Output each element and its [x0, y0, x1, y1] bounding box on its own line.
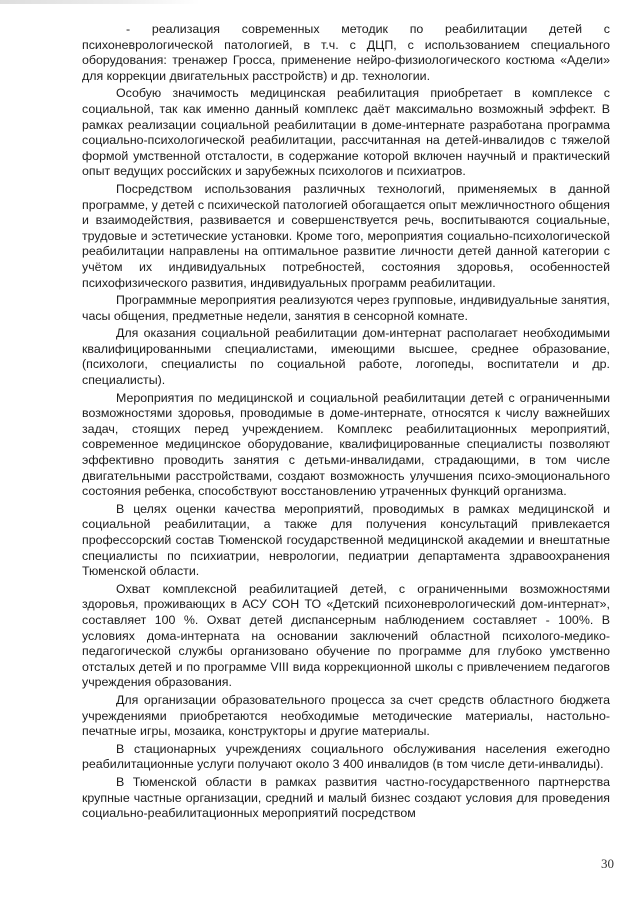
paragraph-quality-assessment: В целях оценки качества мероприятий, проводимых в рамках медицинской и социальной реабилитации, а также для получения консультаций привлекается профессорский состав Тюменской государственной медицинской академии и внештатные специалисты по психиатрии, неврологии, педиатрии департамента здравоохранения Тюменской области. — [82, 501, 610, 579]
paragraph-bullet-methods: - реализация современных методик по реабилитации детей с психоневрологической патологией, в т.ч. с ДЦП, с использованием специального оборудования: тренажер Гросса, применение нейро-физиологического костюма «Адели» для коррекции двигательных расстройств) и др. технологии. — [82, 22, 610, 83]
page-number: 30 — [601, 856, 614, 871]
paragraph-stationary-services: В стационарных учреждениях социального обслуживания населения ежегодно реабилитационные услуги получают около 3 400 инвалидов (в том числе дети-инвалиды). — [82, 741, 610, 772]
paragraph-technologies: Посредством использования различных технологий, применяемых в данной программе, у детей с психической патологией обогащается опыт межличностного общения и взаимодействия, развивается и совершенствуется речь, воспитываются социальные, трудовые и эстетические установки. Кроме того, мероприятия социально-психологической реабилитации направлены на оптимальное развитие личности детей данной категории с учётом их индивидуальных потребностей, состояния здоровья, особенностей психофизического развития, индивидуальных программ реабилитации. — [82, 181, 610, 290]
paragraph-medical-rehab: Особую значимость медицинская реабилитация приобретает в комплексе с социальной, так как именно данный комплекс даёт максимально возможный эффект. В рамках реализации социальной реабилитации в доме-интернате разработана программа социально-психологической реабилитации, рассчитанная на детей-инвалидов с тяжелой формой умственной отсталости, в содержание которой включен научный и практический опыт ведущих российских и зарубежных психологов и психиатров. — [82, 86, 610, 179]
paragraph-partnership: В Тюменской области в рамках развития частно-государственного партнерства крупные частные организации, средний и малый бизнес создают условия для проведения социально-реабилитационных мероприятий посредством — [82, 774, 610, 821]
paragraph-program-activities: Программные мероприятия реализуются через групповые, индивидуальные занятия, часы общения, предметные недели, занятия в сенсорной комнате. — [82, 293, 611, 323]
paragraph-rehab-measures: Мероприятия по медицинской и социальной реабилитации детей с ограниченными возможностями здоровья, проводимые в доме-интернате, относятся к числу важнейших задач, стоящих перед учреждением. Комплекс реабилитационных мероприятий, современное медицинское оборудование, квалифицированные специалисты позволяют эффективно проводить занятия с детьми-инвалидами, страдающими, в том числе двигательными расстройствами, создают возможность улучшения психо-эмоционального состояния ребенка, способствуют восстановлению утраченных функций организма. — [82, 390, 610, 499]
paragraph-coverage: Охват комплексной реабилитацией детей, с ограниченными возможностями здоровья, проживающих в АСУ СОН ТО «Детский психоневрологический дом-интернат», составляет 100 %. Охват детей диспансерным наблюдением составляет - 100%. В условиях дома-интерната на основании заключений областной психолого-медико-педагогической службы организовано обучение по программе для глубоко умственно отсталых детей и по программе VIII вида коррекционной школы с привлечением педагогов учреждения образования. — [82, 581, 610, 690]
scan-edge-artifact — [0, 0, 200, 4]
paragraph-specialists: Для оказания социальной реабилитации дом-интернат располагает необходимыми квалифицированными специалистами, имеющими высшее, среднее образование, (психологи, специалисты по социальной работе, логопеды, воспитатели и др. специалисты). — [82, 326, 610, 388]
document-body — [82, 22, 610, 824]
paragraph-education: Для организации образовательного процесса за счет средств областного бюджета учреждениями приобретаются необходимые методические материалы, настольно-печатные игры, мозаика, конструкторы и другие материалы. — [82, 692, 610, 739]
